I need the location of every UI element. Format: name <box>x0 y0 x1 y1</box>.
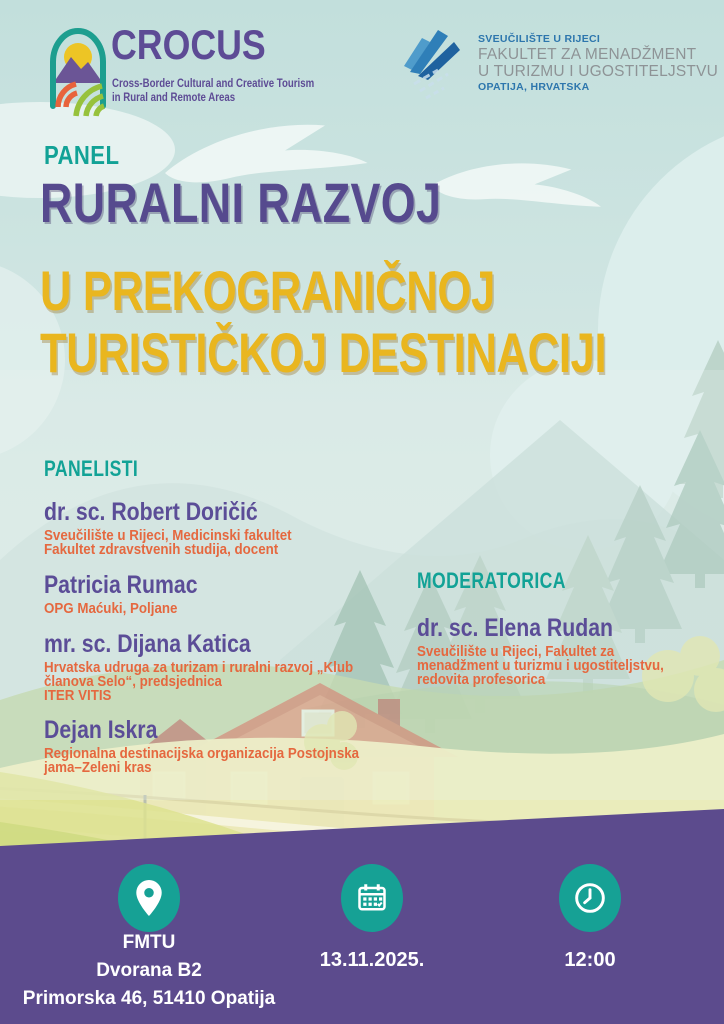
panelist-entry <box>44 497 464 557</box>
footer-time: 12:00 <box>564 949 616 971</box>
moderator-affiliation-line: redovita profesorica <box>417 672 546 688</box>
panelist-affiliation <box>44 661 430 703</box>
panelist-affiliation-line: jama–Zeleni kras <box>44 760 152 776</box>
panelists-heading: PANELISTI <box>44 456 139 481</box>
clock-icon <box>559 864 621 932</box>
panelist-name: Dejan Iskra <box>44 716 158 744</box>
moderator-entry <box>417 613 717 687</box>
crocus-tagline-line1: Cross-Border Cultural and Creative Tourism <box>112 78 315 90</box>
panelist-entry <box>44 570 464 616</box>
faculty-name-line2: U TURIZMU I UGOSTITELJSTVU <box>478 63 719 80</box>
panelist-affiliation-line: Sveučilište u Rijeci, Medicinski fakultet <box>44 528 292 544</box>
panelist-entry <box>44 629 464 703</box>
moderator-heading: MODERATORICA <box>417 568 566 593</box>
panelist-affiliation-line: Hrvatska udruga za turizam i ruralni razvoj „Klub <box>44 660 354 676</box>
panelist-affiliation-line: Regionalna destinacijska organizacija Postojnska <box>44 746 360 762</box>
panelist-name: Patricia Rumac <box>44 571 198 599</box>
faculty-location: OPATIJA, HRVATSKA <box>478 81 590 93</box>
panelist-affiliation-line: Fakultet zdravstvenih studija, docent <box>44 542 279 558</box>
crocus-tagline <box>112 77 353 105</box>
panelist-affiliation-line: OPG Maćuki, Poljane <box>44 601 178 617</box>
fmtu-logo-icon <box>402 24 466 104</box>
moderator-name: dr. sc. Elena Rudan <box>417 614 614 642</box>
panelist-name: mr. sc. Dijana Katica <box>44 630 251 658</box>
panelist-affiliation <box>44 529 430 557</box>
crocus-wordmark: CROCUS <box>111 21 266 68</box>
calendar-icon <box>341 864 403 932</box>
event-kicker: PANEL <box>44 140 120 170</box>
panelist-affiliation <box>44 747 430 775</box>
event-subtitle <box>40 260 724 384</box>
footer-location-venue: FMTU <box>122 932 176 953</box>
crocus-logo-icon <box>46 26 110 118</box>
event-title: RURALNI RAZVOJ <box>40 171 442 234</box>
university-logo-text <box>478 33 718 94</box>
panelist-affiliation-line: članova Selo“, predsjednica <box>44 674 222 690</box>
moderator-affiliation-line: menadžment u turizmu i ugostiteljstvu, <box>417 658 664 674</box>
footer-location-room: Dvorana B2 <box>96 960 202 981</box>
event-subtitle-line2: TURISTIČKOJ DESTINACIJI <box>40 321 607 384</box>
moderator-affiliation <box>417 645 693 687</box>
footer-date: 13.11.2025. <box>319 949 425 971</box>
panelist-affiliation <box>44 602 430 616</box>
crocus-tagline-line2: in Rural and Remote Areas <box>112 92 236 104</box>
panelist-entry <box>44 715 464 775</box>
university-name: SVEUČILIŠTE U RIJECI <box>478 33 601 45</box>
footer-location <box>9 929 289 1013</box>
event-subtitle-line1: U PREKOGRANIČNOJ <box>40 259 495 322</box>
faculty-name-line1: FAKULTET ZA MENADŽMENT <box>478 46 697 63</box>
footer-location-address: Primorska 46, 51410 Opatija <box>22 988 276 1009</box>
panelist-affiliation-line: ITER VITIS <box>44 688 112 704</box>
moderator-affiliation-line: Sveučilište u Rijeci, Fakultet za <box>417 644 615 660</box>
panelist-name: dr. sc. Robert Doričić <box>44 498 258 526</box>
location-pin-icon <box>118 864 180 932</box>
